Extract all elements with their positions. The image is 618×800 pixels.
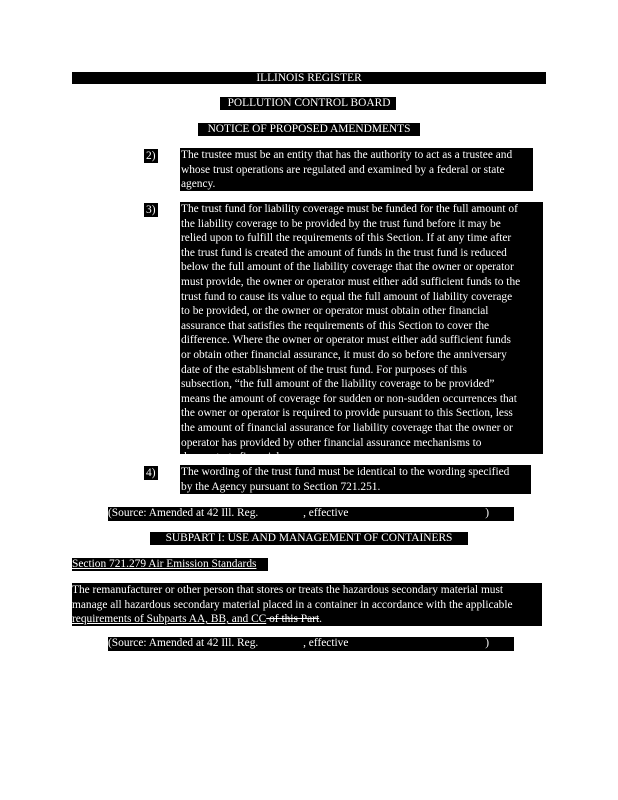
text-line: agency.	[181, 178, 216, 191]
register-title: ILLINOIS REGISTER	[256, 72, 362, 84]
item-2-text	[180, 148, 533, 191]
text-line: the owner or operator is required to provide pursuant to this Section, less	[181, 407, 513, 420]
text-line: operator has provided by other financial assurance mechanisms to	[181, 436, 482, 449]
text-line: relied upon to fulfill the requirements of this Section. If at any time after	[181, 232, 512, 245]
body-text: .	[319, 613, 322, 626]
text-line	[72, 612, 542, 627]
source-note	[108, 506, 489, 521]
item-number: 4)	[146, 467, 156, 479]
subpart-title: SUBPART I: USE AND MANAGEMENT OF CONTAINERS	[165, 532, 453, 544]
text-line: or obtain other financial assurance, it must do so before the anniversary	[181, 348, 507, 361]
source-end: )	[485, 637, 490, 649]
item-number: 2)	[146, 150, 156, 162]
text-line: subsection, “the full amount of the liability coverage to be provided”	[181, 378, 495, 391]
source-note	[108, 636, 489, 651]
text-line: the amount of financial assurance for liability coverage that the owner or	[181, 421, 513, 434]
section-title: Section 721.279 Air Emission Standards	[72, 558, 257, 570]
body-text: requirements of Subparts AA, BB, and CC	[72, 613, 267, 626]
text-line: trust fund to cause its value to equal the full amount of liability coverage	[181, 290, 513, 303]
source-mid: , effective	[303, 637, 352, 649]
section-body	[72, 583, 542, 626]
text-line: manage all hazardous secondary material placed in a container in accordance with the applicable	[72, 598, 513, 611]
text-line: The remanufacturer or other person that stores or treats the hazardous secondary material must	[72, 584, 504, 596]
text-line: by the Agency pursuant to Section 721.251.	[181, 480, 381, 493]
text-line: the liability coverage to be provided by the trust fund before it may be	[181, 217, 501, 230]
text-line: The trust fund for liability coverage must be funded for the full amount of	[181, 203, 518, 215]
text-line: date of the establishment of the trust fund. For purposes of this	[181, 363, 467, 376]
text-line: assurance that satisfies the requirements of this Section to cover the	[181, 319, 490, 332]
text-line: demonstrate financial assurance.	[181, 451, 330, 464]
item-number: 3)	[146, 204, 156, 216]
item-3-text	[180, 202, 543, 464]
source-prefix: (Source: Amended at 42 Ill. Reg.	[108, 637, 262, 649]
source-mid: , effective	[303, 507, 352, 519]
text-line: the trust fund is created the amount of funds in the trust fund is reduced	[181, 246, 507, 259]
source-end: )	[485, 507, 490, 519]
struck-text: of this Part	[266, 613, 320, 626]
text-line: The trustee must be an entity that has the authority to act as a trustee and	[181, 149, 513, 161]
text-line: whose trust operations are regulated and examined by a federal or state	[181, 163, 505, 176]
text-line: means the amount of coverage for sudden or non-sudden occurrences that	[181, 392, 517, 405]
item-4-text	[180, 465, 531, 494]
text-line: The wording of the trust fund must be identical to the wording specified	[181, 466, 510, 478]
board-title: POLLUTION CONTROL BOARD	[227, 97, 391, 109]
text-line: to be provided, or the owner or operator must obtain other financial	[181, 305, 489, 318]
notice-title: NOTICE OF PROPOSED AMENDMENTS	[207, 123, 411, 135]
text-line: must provide, the owner or operator must either add sufficient funds to the	[181, 275, 521, 288]
text-line: below the full amount of the liability coverage that the owner or operator	[181, 261, 514, 274]
source-prefix: (Source: Amended at 42 Ill. Reg.	[108, 507, 262, 519]
text-line: difference. Where the owner or operator must either add sufficient funds	[181, 334, 511, 347]
